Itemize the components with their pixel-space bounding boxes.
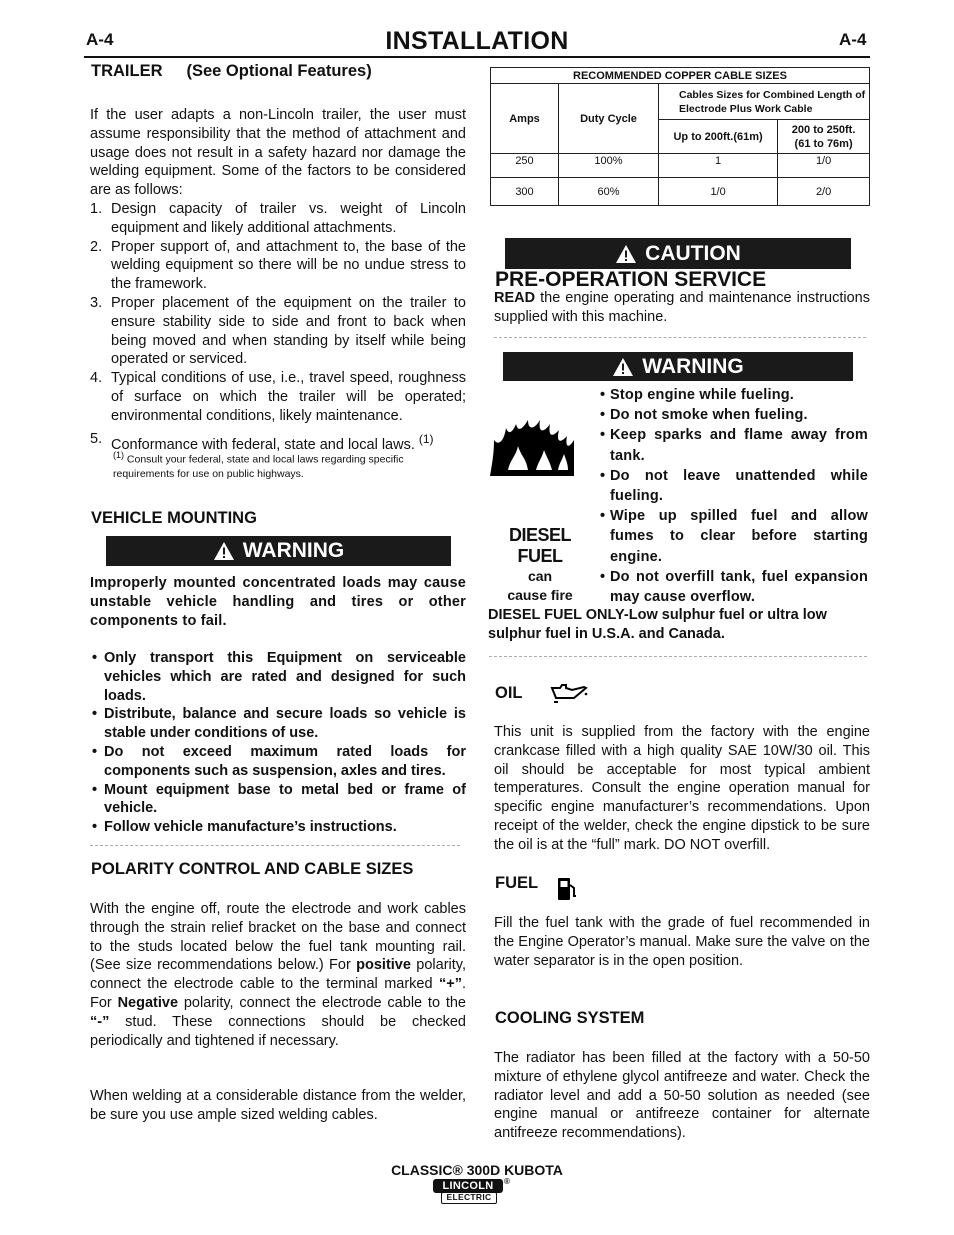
- warning-label: WARNING: [242, 539, 345, 562]
- vehicle-warning-lead: Improperly mounted concentrated loads may cause unstable vehicle handling and tires or other components to fail.: [90, 575, 466, 629]
- list-item: • Do not overfill tank, fuel expansion may cause overflow.: [600, 567, 868, 607]
- page-title: INSTALLATION: [385, 27, 569, 55]
- list-item: 3. Proper placement of the equipment on the trailer to ensure stability side to side and front to back when being moved and when standing by itself while being operated or serviced.: [90, 294, 466, 368]
- diesel-fuel-note: DIESEL FUEL ONLY-Low sulphur fuel or ultra low sulphur fuel in U.S.A. and Canada.: [488, 607, 827, 642]
- fuel-warning-list: [600, 385, 868, 607]
- warning-triangle-icon: [615, 244, 637, 264]
- page-id-right: A-4: [839, 30, 867, 49]
- fire-hazard-icon: [488, 416, 576, 478]
- oil-heading: OIL: [495, 684, 523, 702]
- fuel-pump-icon: [556, 876, 578, 902]
- diesel-fuel-icon-caption: DIESEL FUEL can cause fire: [507, 525, 573, 603]
- section-divider: [489, 656, 867, 657]
- fuel-paragraph: Fill the fuel tank with the grade of fuel recommended in the Engine Operator’s manual. Make sure the valve on the water separator is in the open position.: [494, 915, 870, 969]
- list-item: • Keep sparks and flame away from tank.: [600, 425, 868, 465]
- list-item: • Follow vehicle manufacture’s instructions.: [90, 818, 466, 837]
- oil-can-icon: [550, 682, 588, 704]
- fuel-warning-banner: [503, 352, 853, 381]
- list-item: 5. Conformance with federal, state and local laws. $^{(1)}$: [90, 430, 434, 453]
- list-item: • Do not smoke when fueling.: [600, 405, 868, 425]
- footer-model: CLASSIC® 300D KUBOTA: [391, 1162, 563, 1178]
- oil-paragraph: This unit is supplied from the factory with the engine crankcase filled with a high quality SAE 10W/30 oil. This oil should be acceptable for most typical ambient temperatures. Consult the engine operation manual for specific engine manufacturer’s recommendations. Upon receipt of the welder, check the engine dipstick to be sure the oil is at the “full” mark. DO NOT overfill.: [494, 724, 870, 853]
- section-divider: [494, 337, 866, 338]
- header-rule: [84, 56, 870, 58]
- polarity-heading: POLARITY CONTROL AND CABLE SIZES: [91, 860, 414, 878]
- pre-operation-heading: PRE-OPERATION SERVICE: [495, 268, 767, 291]
- table-header-up-to-200: Up to 200ft.(61m): [659, 120, 778, 154]
- trailer-heading: TRAILER (See Optional Features): [91, 62, 372, 80]
- cooling-system-paragraph: The radiator has been filled at the factory with a 50-50 mixture of ethylene glycol antifreeze and water. Check the radiator level and add a 50-50 solution as needed (see engine manual or antifreeze container for alternate antifreeze recommendations).: [494, 1050, 870, 1142]
- list-item: 4. Typical conditions of use, i.e., travel speed, roughness of surface on which the trailer will be operated; environmental conditions, likely maintenance.: [90, 370, 466, 424]
- table-header-amps: Amps: [491, 84, 559, 154]
- fuel-heading: FUEL: [495, 874, 539, 892]
- caution-banner: [505, 238, 851, 269]
- vehicle-warning-list: [90, 649, 466, 837]
- list-item: • Wipe up spilled fuel and allow fumes to clear before starting engine.: [600, 506, 868, 567]
- trailer-footnote: $^{(1)}$ Consult your federal, state and local laws regarding specific requirements for use on public highways.: [113, 450, 404, 480]
- table-header-200-to-250: 200 to 250ft. (61 to 76m): [778, 120, 870, 154]
- warning-label: WARNING: [642, 354, 744, 378]
- trailer-factor-list: [90, 200, 466, 454]
- table-header-group: Cables Sizes for Combined Length of Electrode Plus Work Cable: [659, 84, 870, 120]
- list-item: • Only transport this Equipment on serviceable vehicles which are rated and designed for such loads.: [90, 649, 466, 705]
- list-item: 1. Design capacity of trailer vs. weight of Lincoln equipment and likely additional attachments.: [90, 201, 466, 236]
- pre-operation-read: READ the engine operating and maintenance instructions supplied with this machine.: [494, 290, 870, 325]
- list-item: • Do not exceed maximum rated loads for components such as suspension, axles and tires.: [90, 743, 466, 781]
- page-id-left: A-4: [86, 30, 114, 49]
- lincoln-electric-logo: LINCOLN ELECTRIC ®: [433, 1179, 509, 1205]
- table-header-duty: Duty Cycle: [559, 84, 659, 154]
- table-row: 300 60% 1/0 2/0: [491, 178, 870, 206]
- list-item: • Mount equipment base to metal bed or frame of vehicle.: [90, 781, 466, 819]
- polarity-paragraph: With the engine off, route the electrode and work cables through the strain relief bracket on the base and connect to the studs located below the fuel tank mounting rail. (See size recommendations below.) For positive polarity, connect the electrode cable to the terminal marked “+”. For Negative polarity, connect the electrode cable to the “-” stud. These connections should be checked periodically and tightened if necessary.: [90, 901, 466, 1049]
- list-item: • Distribute, balance and secure loads so vehicle is stable under conditions of use.: [90, 705, 466, 743]
- list-item: • Stop engine while fueling.: [600, 385, 868, 405]
- warning-triangle-icon: [213, 541, 235, 561]
- warning-triangle-icon: [612, 357, 634, 377]
- caution-label: CAUTION: [645, 241, 741, 265]
- section-divider: [90, 845, 460, 846]
- cooling-system-heading: COOLING SYSTEM: [495, 1009, 645, 1027]
- vehicle-warning-banner: [106, 536, 451, 566]
- table-row: 250 100% 1 1/0: [491, 154, 870, 178]
- list-item: 2. Proper support of, and attachment to, the base of the welding equipment so there will be no undue stress to the framework.: [90, 238, 466, 293]
- cable-distance-paragraph: When welding at a considerable distance from the welder, be sure you use ample sized welding cables.: [90, 1088, 466, 1123]
- table-title: RECOMMENDED COPPER CABLE SIZES: [491, 68, 870, 84]
- cable-size-table: [490, 67, 870, 206]
- vehicle-mounting-heading: VEHICLE MOUNTING: [91, 509, 257, 527]
- trailer-intro: If the user adapts a non-Lincoln trailer, the user must assume responsibility that the method of attachment and usage does not result in a safety hazard nor damage the welding equipment. Some of the factors to be considered are as follows:: [90, 107, 466, 199]
- list-item: • Do not leave unattended while fueling.: [600, 466, 868, 506]
